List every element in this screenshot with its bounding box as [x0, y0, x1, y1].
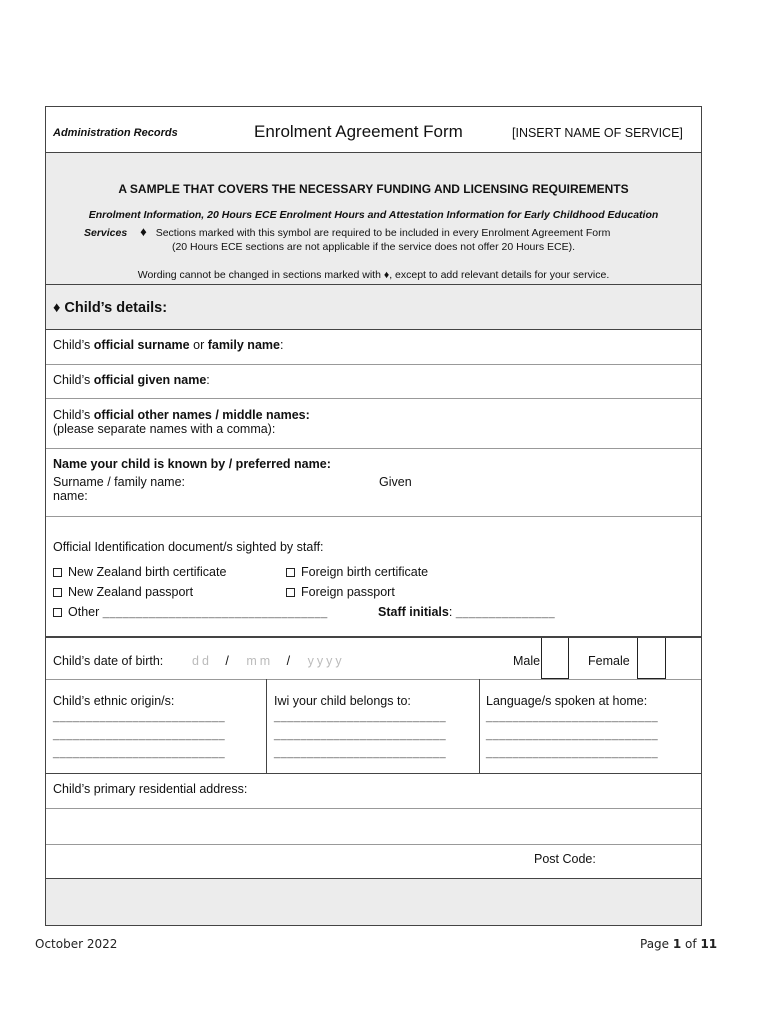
service-name-placeholder: [INSERT NAME OF SERVICE] [512, 126, 683, 140]
ethnic-origin-label: Child’s ethnic origin/s: [53, 694, 175, 708]
female-checkbox[interactable] [637, 638, 666, 679]
male-checkbox[interactable] [541, 638, 569, 679]
language-label: Language/s spoken at home: [486, 694, 648, 708]
female-label: Female [588, 654, 630, 668]
checkbox-icon [286, 588, 295, 597]
diamond-icon: ♦ [140, 224, 147, 239]
checkbox-other[interactable]: Other __________________________________ [53, 605, 328, 619]
iwi-label: Iwi your child belongs to: [274, 694, 411, 708]
other-line: __________________________________ [102, 607, 328, 619]
checkbox-foreign-passport[interactable]: Foreign passport [286, 585, 395, 599]
form-header [46, 107, 701, 153]
checkbox-icon [53, 608, 62, 617]
surname-field[interactable]: Child’s official surname or family name: [53, 338, 284, 352]
form-title: Enrolment Agreement Form [254, 122, 463, 141]
male-label: Male [513, 654, 541, 668]
address-line-2[interactable] [46, 809, 701, 844]
checkbox-foreign-birth-certificate[interactable]: Foreign birth certificate [286, 565, 428, 579]
section-title: ♦ Child’s details: [53, 300, 168, 316]
intro-wording-note: Wording cannot be changed in sections marked with ♦, except to add relevant details for your service. [137, 269, 610, 281]
id-documents-label: Official Identification document/s sighted by staff: [53, 540, 324, 554]
admin-records-label: Administration Records [53, 127, 178, 139]
enrolment-form: Administration Records Enrolment Agreement Form [INSERT NAME OF SERVICE] A SAMPLE THAT COVERS THE NECESSARY FUNDING AND LICENSING REQUIREMENTS Enrolment Information, 20 Hours ECE Enrolment Hours and Attestation Information for Early Childhood Education Services ♦ Sections marked with this symbol are required to be included in every Enrolment Agreement Form (20 Hours ECE sections are not applicable if the service does not offer 20 Hours ECE). Wording cannot be changed in sections marked with ♦, except to add relevant details for your service. ♦ Child’s details: Child’s official surname or family name: Child’s official given name: Child’s official other names / middle names: (please separate names with a comma): Name your child is known by / preferred name: Surname / family name: Given name: Official Identification document/s sighted by staff: New Zealand birth certificate Foreign birth certificate New Zealand passport Foreign passport Other __________________________________ Staff initials: _______________ Child’s date of birth: dd / mm / yyyy Male Female Child’s ethnic origin/s: __________________________ __________________________ __________________________ Iwi your child belongs to: __________________________ __________________________ __________________________ Language/s spoken at home: __________________________ __________________________ __________________________ Child’s primary residential address: Post Code: [45, 106, 702, 926]
footer-grey-band [46, 879, 701, 925]
address-label: Child’s primary residential address: [53, 782, 248, 796]
intro-subtitle: Enrolment Information, 20 Hours ECE Enrolment Hours and Attestation Information for Early Childhood Education [88, 209, 659, 221]
intro-hours-note: (20 Hours ECE sections are not applicable if the service does not offer 20 Hours ECE). [171, 241, 576, 253]
intro-block [46, 153, 701, 284]
footer-date: October 2022 [35, 937, 118, 951]
preferred-given-field[interactable]: Given [379, 475, 412, 489]
postcode-field[interactable]: Post Code: [534, 852, 596, 866]
preferred-surname-field[interactable]: Surname / family name: [53, 475, 185, 489]
child-details-heading [46, 285, 701, 329]
checkbox-icon [286, 568, 295, 577]
dob-input[interactable]: dd / mm / yyyy [192, 654, 345, 668]
checkbox-nz-birth-certificate[interactable]: New Zealand birth certificate [53, 565, 226, 579]
page-number: Page 1 of 11 [640, 937, 718, 951]
given-name-field[interactable]: Child’s official given name: [53, 373, 210, 387]
checkbox-nz-passport[interactable]: New Zealand passport [53, 585, 193, 599]
other-names-field[interactable]: Child’s official other names / middle names: [53, 408, 310, 422]
intro-headline: A SAMPLE THAT COVERS THE NECESSARY FUNDING AND LICENSING REQUIREMENTS [118, 182, 629, 196]
staff-initials-field[interactable]: Staff initials: _______________ [378, 605, 556, 619]
checkbox-icon [53, 568, 62, 577]
checkbox-icon [53, 588, 62, 597]
intro-required-line: Services ♦ Sections marked with this symbol are required to be included in every Enrolment Agreement Form [84, 224, 611, 239]
preferred-name-label: name: [53, 489, 88, 503]
other-names-note: (please separate names with a comma): [53, 422, 276, 436]
dob-label: Child’s date of birth: [53, 654, 164, 668]
preferred-name-title: Name your child is known by / preferred name: [53, 457, 331, 471]
